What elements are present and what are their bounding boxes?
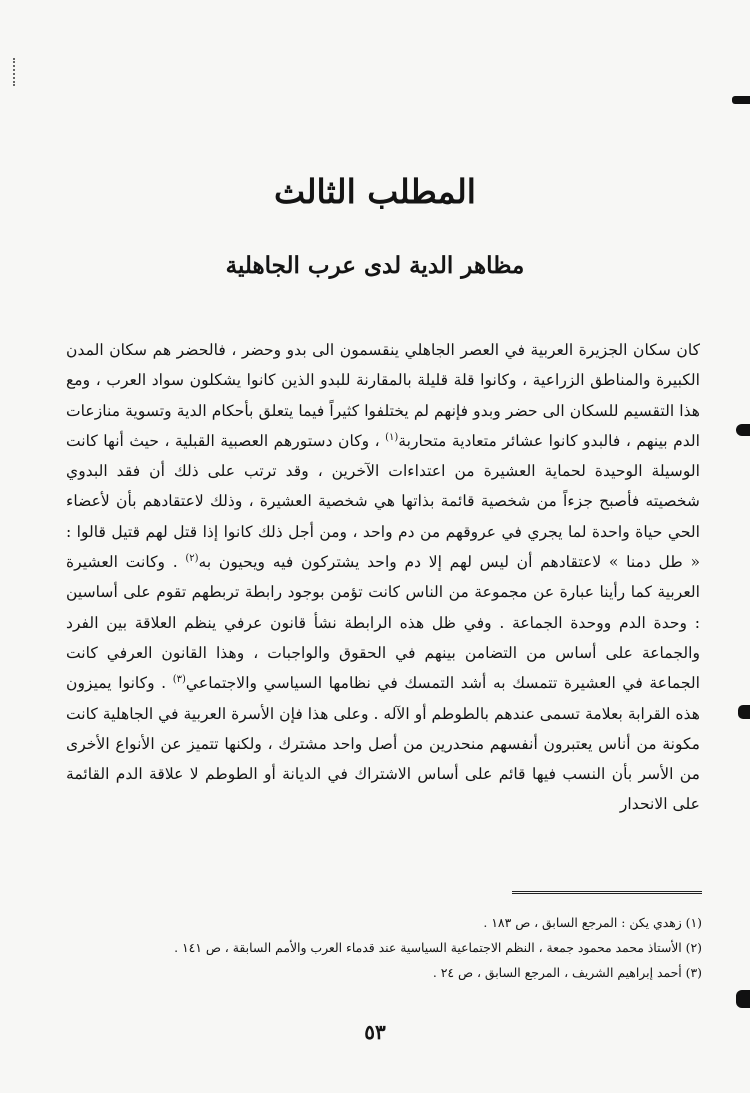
scan-edge-mark	[738, 705, 750, 719]
body-paragraph	[66, 335, 700, 820]
scan-speck-marks	[13, 58, 18, 86]
page-subtitle: مظاهر الدية لدى عرب الجاهلية	[225, 252, 525, 279]
body-text-part-1: كان سكان الجزيرة العربية في العصر الجاهلي ينقسمون الى بدو وحضر ، فالحضر هم سكان المدن الكبيرة والمناطق الزراعية ، وكانوا قلة قليلة بالمقارنة للبدو الذين كانوا يشكلون سواد العرب ، ومع هذا التقسيم للسكان الى حضر وبدو فإنهم لم يختلفوا كثيراً فيما يتعلق بأحكام الدية وتسوية منازعات الدم بينهم ، فالبدو كانوا عشائر متعادية متحاربة	[66, 341, 701, 450]
footnote-ref-1: (١)	[385, 431, 399, 443]
footnote-item: (٣) أحمد إبراهيم الشريف ، المرجع السابق ، ص ٢٤ .	[432, 965, 702, 980]
body-text-part-4: . وكانوا يميزون هذه القرابة بعلامة تسمى عندهم بالطوطم أو الآله . وعلى هذا فإن الأسرة العربية في الجاهلية كانت مكونة من أناس يعتبرون أنفسهم منحدرين من أصل واحد مشترك ، ولكنها تتميز عن الأنواع الأخرى من الأسر بأن النسب فيها قائم على أساس الاشتراك في الديانة أو الطوطم لا علاقة الدم القائمة على الانحدار	[66, 674, 700, 814]
footnote-item: (١) زهدي يكن : المرجع السابق ، ص ١٨٣ .	[483, 915, 702, 930]
body-text-part-2: ، وكان دستورهم العصبية القبلية ، حيث أنها كانت الوسيلة الوحيدة لحماية العشيرة من اعتداءات الآخرين ، وقد ترتب على ذلك أن فقد البدوي شخصيته فأصبح جزءاً من شخصية قائمة بذاتها هي شخصية العشيرة ، وذلك لاعتقادهم بأن لأعضاء الحي حياة واحدة لما يجري في عروقهم من دم واحد ، ومن أجل ذلك كانوا إذا قتل لهم قتيل قالوا : « طل دمنا » لاعتقادهم أن ليس لهم إلا دم واحد يشتركون فيه ويحيون به	[66, 431, 700, 572]
scan-edge-mark	[732, 96, 750, 104]
footnote-item: (٢) الأستاذ محمد محمود جمعة ، النظم الاجتماعية السياسية عند قدماء العرب والأمم السابقة ، ص ١٤١ .	[174, 940, 702, 955]
page-number: ٥٣	[364, 1020, 386, 1044]
page-title: المطلب الثالث	[274, 172, 476, 211]
footnote-ref-3: (٣)	[172, 674, 186, 686]
footnote-ref-2: (٢)	[185, 552, 199, 564]
scan-edge-mark	[736, 990, 750, 1008]
footnote-separator	[512, 891, 702, 894]
scan-edge-mark	[736, 424, 750, 436]
footnotes-list	[120, 910, 702, 985]
body-text-part-3: . وكانت العشيرة العربية كما رأينا عبارة عن مجموعة من الناس كانت تؤمن بوجود رابطة تربطهم تقوم على أساسين : وحدة الدم ووحدة الجماعة . وفي ظل هذه الرابطة نشأ قانون عرفي ينظم العلاقة بين الفرد والجماعة على أساس من التضامن بينهم في الحقوق والواجبات ، وهذا القانون العرفي كانت الجماعة في العشيرة تتمسك به أشد التمسك في نظامها السياسي والاجتماعي	[66, 553, 700, 693]
